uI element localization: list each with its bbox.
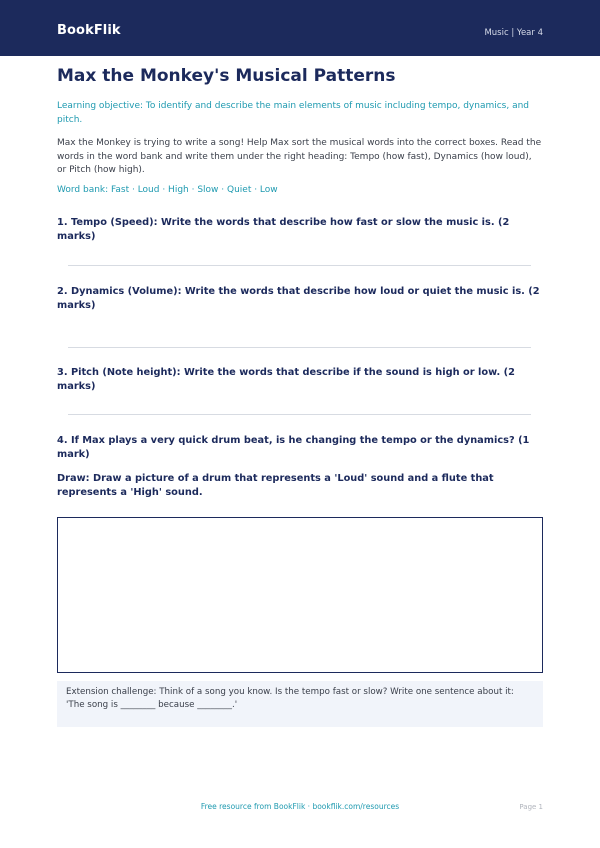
extension-challenge-box (57, 681, 543, 727)
subject-year-label: Music | Year 4 (484, 28, 543, 38)
word-bank: Word bank: Fast · Loud · High · Slow · Quiet · Low (57, 185, 278, 195)
answer-line-1[interactable] (68, 265, 531, 266)
footer-credit: Free resource from BookFlik · bookflik.com/resources (200, 802, 400, 811)
header-bar (0, 0, 600, 56)
brand-logo-text: BookFlik (57, 23, 121, 38)
learning-objective: Learning objective: To identify and describe the main elements of music including tempo, dynamics, and pitch. (57, 101, 530, 125)
draw-prompt: Draw: Draw a picture of a drum that represents a 'Loud' sound and a flute that represents a 'High' sound. (57, 473, 494, 498)
page-number: Page 1 (519, 803, 543, 811)
extension-prompt: Extension challenge: Think of a song you know. Is the tempo fast or slow? Write one sentence about it: (66, 687, 514, 697)
question-2: 2. Dynamics (Volume): Write the words that describe how loud or quiet the music is. (2 marks) (57, 286, 540, 311)
answer-line-3[interactable] (68, 414, 531, 415)
page-title: Max the Monkey's Musical Patterns (57, 66, 396, 86)
question-4: 4. If Max plays a very quick drum beat, is he changing the tempo or the dynamics? (1 mark) (57, 435, 530, 460)
question-1: 1. Tempo (Speed): Write the words that describe how fast or slow the music is. (2 marks) (57, 217, 510, 242)
intro-text: Max the Monkey is trying to write a song! Help Max sort the musical words into the correct boxes. Read the words in the word bank and write them under the right heading: Tempo (how fast), Dynamics (how loud), or Pitch (how high). (57, 138, 542, 175)
question-3: 3. Pitch (Note height): Write the words that describe if the sound is high or low. (2 marks) (57, 367, 515, 392)
extension-sentence-frame: 'The song is ________ because ________.' (66, 700, 238, 710)
answer-line-2[interactable] (68, 347, 531, 348)
drawing-area[interactable] (57, 517, 543, 673)
